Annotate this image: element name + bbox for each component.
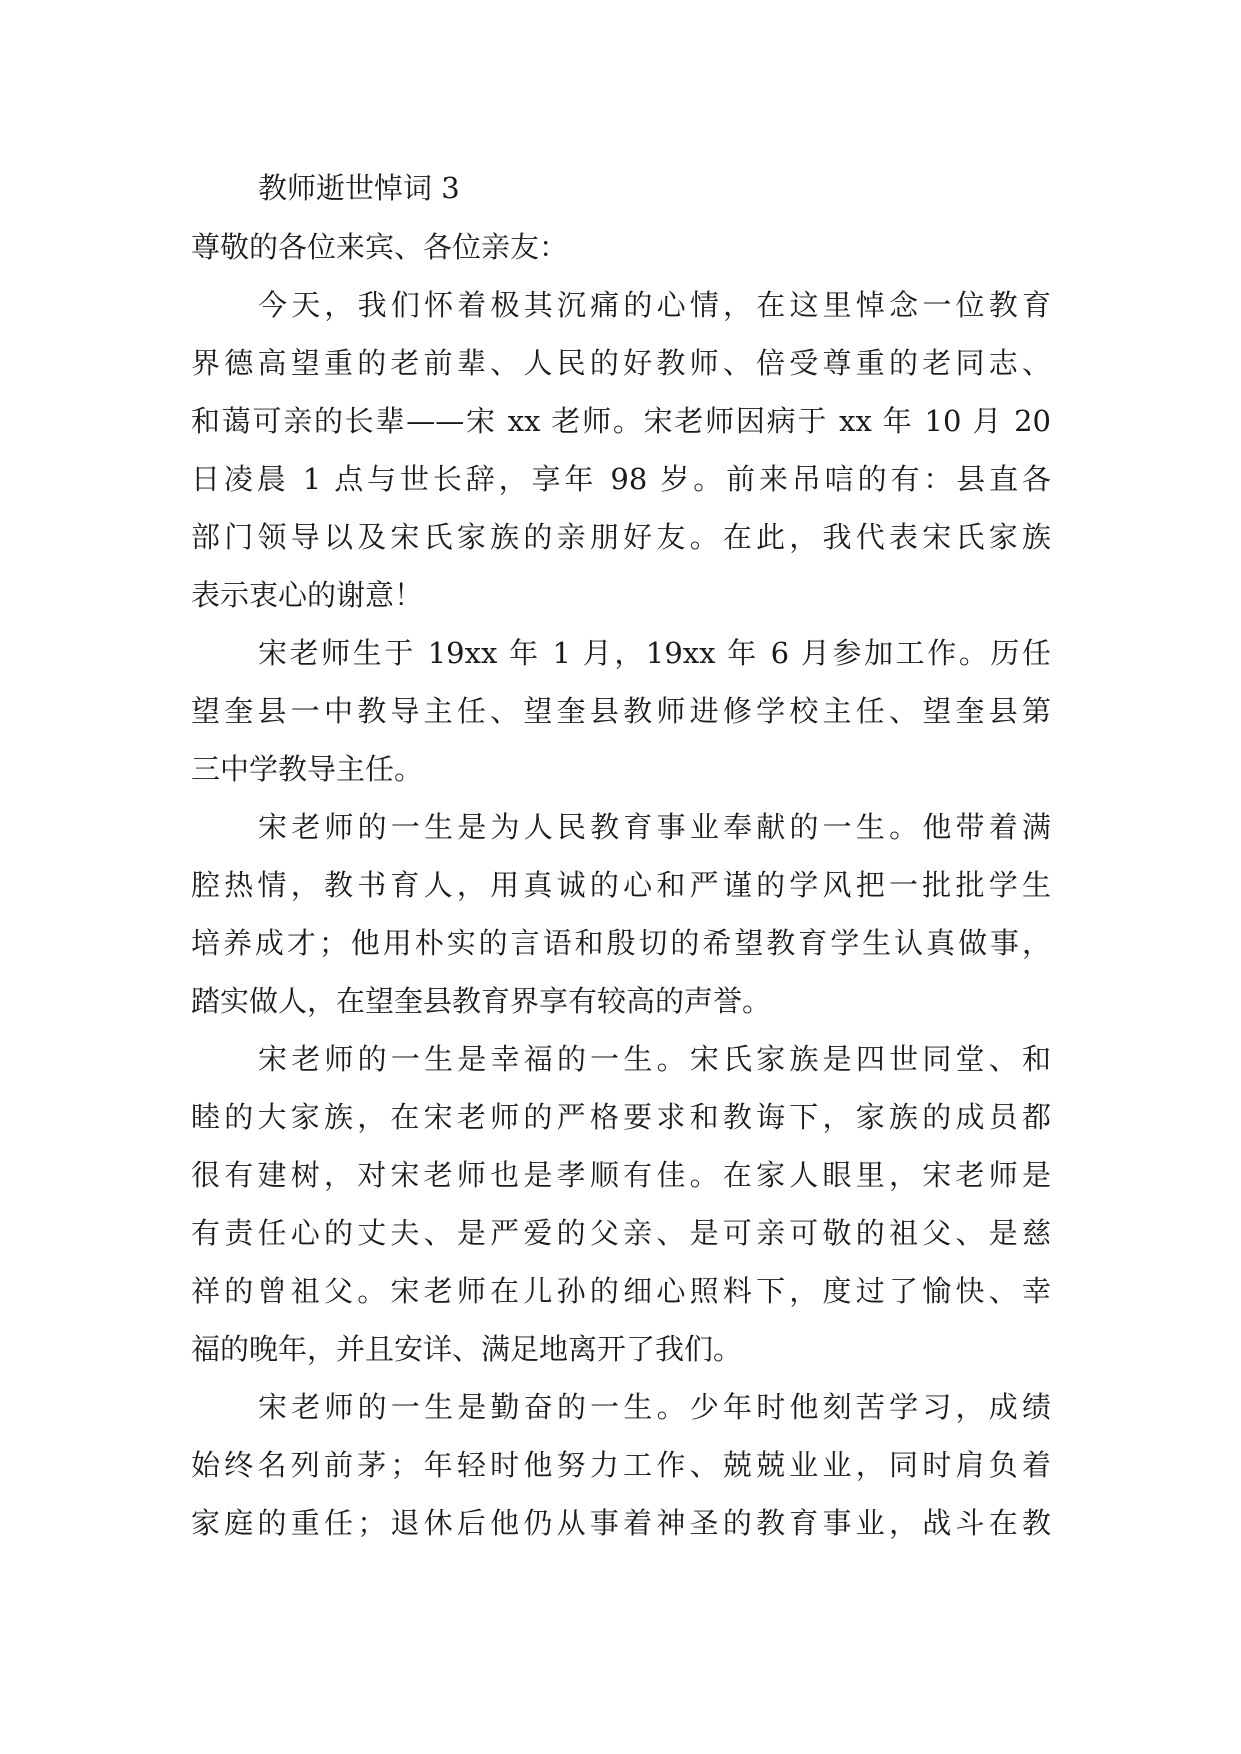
paragraph-line: 宋老师的一生是为人民教育事业奉献的一生。他带着满 <box>258 810 1051 844</box>
paragraph-line: 宋老师的一生是勤奋的一生。少年时他刻苦学习，成绩 <box>258 1390 1051 1424</box>
paragraph-line: 和蔼可亲的长辈——宋 xx 老师。宋老师因病于 xx 年 10 月 20 <box>191 404 1051 438</box>
paragraph-line: 今天，我们怀着极其沉痛的心情，在这里悼念一位教育 <box>258 288 1051 322</box>
paragraph-line: 界德高望重的老前辈、人民的好教师、倍受尊重的老同志、 <box>191 346 1051 380</box>
paragraph-line: 福的晚年，并且安详、满足地离开了我们。 <box>191 1332 743 1366</box>
paragraph-line: 很有建树，对宋老师也是孝顺有佳。在家人眼里，宋老师是 <box>191 1158 1051 1192</box>
paragraph-line: 三中学教导主任。 <box>191 752 424 786</box>
paragraph-line: 宋老师生于 19xx 年 1 月，19xx 年 6 月参加工作。历任 <box>258 636 1051 670</box>
paragraph-line: 有责任心的丈夫、是严爱的父亲、是可亲可敬的祖父、是慈 <box>191 1216 1051 1250</box>
paragraph-line: 腔热情，教书育人，用真诚的心和严谨的学风把一批批学生 <box>191 868 1051 902</box>
paragraph-line: 部门领导以及宋氏家族的亲朋好友。在此，我代表宋氏家族 <box>191 520 1051 554</box>
paragraph-line: 始终名列前茅；年轻时他努力工作、兢兢业业，同时肩负着 <box>191 1448 1051 1482</box>
document-title: 教师逝世悼词 3 <box>258 171 460 205</box>
paragraph-line: 望奎县一中教导主任、望奎县教师进修学校主任、望奎县第 <box>191 694 1051 728</box>
paragraph-line: 祥的曾祖父。宋老师在儿孙的细心照料下，度过了愉快、幸 <box>191 1274 1051 1308</box>
paragraph-line: 睦的大家族，在宋老师的严格要求和教诲下，家族的成员都 <box>191 1100 1051 1134</box>
paragraph-line: 表示衷心的谢意！ <box>191 578 424 612</box>
paragraph-line: 宋老师的一生是幸福的一生。宋氏家族是四世同堂、和 <box>258 1042 1051 1076</box>
salutation: 尊敬的各位来宾、各位亲友： <box>191 230 569 264</box>
paragraph-line: 日凌晨 1 点与世长辞，享年 98 岁。前来吊唁的有：县直各 <box>191 462 1051 496</box>
paragraph-line: 家庭的重任；退休后他仍从事着神圣的教育事业，战斗在教 <box>191 1506 1051 1540</box>
paragraph-line: 培养成才；他用朴实的言语和殷切的希望教育学生认真做事， <box>191 926 1051 960</box>
paragraph-line: 踏实做人，在望奎县教育界享有较高的声誉。 <box>191 984 772 1018</box>
